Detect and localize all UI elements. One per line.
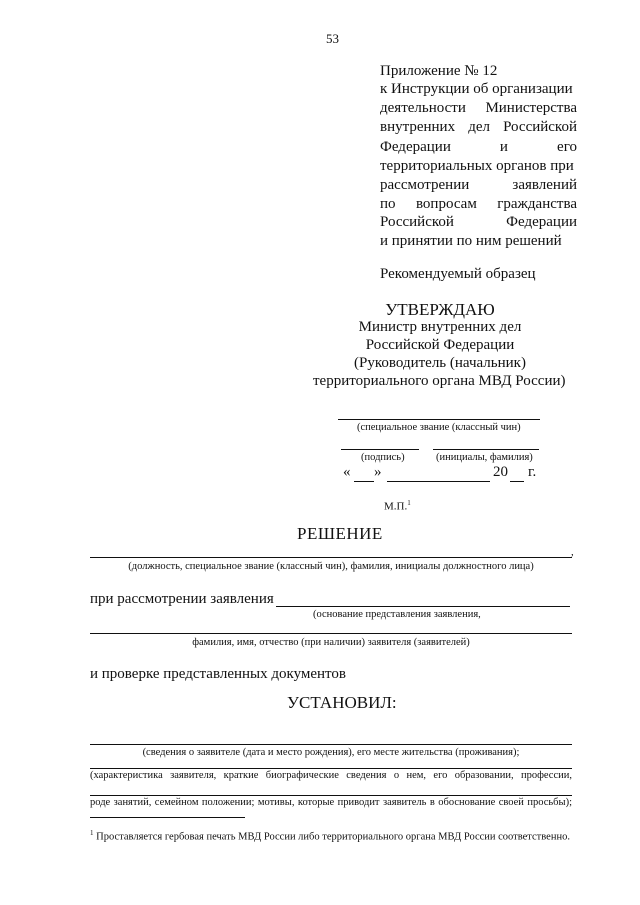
approve-line: территориального органа МВД России): [313, 373, 566, 389]
appendix-line: по вопросам гражданства: [380, 196, 577, 212]
characteristic-line-2: [90, 795, 572, 796]
appendix-line: и принятии по ним решений: [380, 233, 562, 249]
page-number: 53: [326, 31, 339, 46]
sample-label: Рекомендуемый образец: [380, 266, 536, 282]
date-year: 20: [493, 464, 508, 480]
footnote-mark: 1: [90, 829, 94, 837]
footnote-text: Проставляется гербовая печать МВД России либо территориального органа МВД России соответственно.: [96, 831, 570, 843]
appendix-line: к Инструкции об организации: [380, 81, 573, 97]
signature-line: [341, 449, 419, 450]
rank-caption: (специальное звание (классный чин): [357, 422, 521, 433]
seal-label: [384, 499, 411, 513]
decision-title: РЕШЕНИЕ: [297, 524, 383, 543]
basis-line: [276, 606, 570, 607]
approve-title: УТВЕРЖДАЮ: [385, 300, 495, 319]
approve-line: Министр внутренних дел: [358, 319, 522, 335]
official-caption: (должность, специальное звание (классный чин), фамилия, инициалы должностного лица): [128, 561, 534, 572]
appendix-line: Приложение № 12: [380, 63, 498, 79]
day-line: [354, 481, 374, 482]
footnote-separator: [90, 817, 245, 818]
characteristic-line-1: [90, 768, 572, 769]
info-caption: (сведения о заявителе (дата и место рождения), его месте жительства (проживания);: [142, 747, 520, 758]
approve-line: (Руководитель (начальник): [354, 355, 526, 371]
rank-signature-line: [338, 419, 540, 420]
basis-caption: (основание представления заявления,: [313, 609, 481, 620]
appendix-line: Федерации и его: [380, 139, 577, 155]
signature-caption: (подпись): [361, 452, 405, 463]
consideration-label: при рассмотрении заявления: [90, 591, 274, 607]
appendix-line: Российской Федерации: [380, 214, 577, 230]
established-title: УСТАНОВИЛ:: [287, 693, 397, 712]
date-close-quote: »: [374, 464, 382, 480]
info-line: [90, 744, 572, 745]
seal-text: М.П.: [384, 500, 408, 513]
approve-line: Российской Федерации: [365, 337, 515, 353]
initials-line: [433, 449, 539, 450]
year-line: [510, 481, 524, 482]
appendix-line: рассмотрении заявлений: [380, 177, 577, 193]
initials-caption: (инициалы, фамилия): [436, 452, 533, 463]
appendix-line: внутренних дел Российской: [380, 119, 577, 135]
official-line: [90, 557, 572, 558]
footnote: [90, 826, 575, 845]
seal-footnote-mark: 1: [407, 499, 411, 507]
appendix-line: территориальных органов при: [380, 158, 574, 174]
appendix-line: деятельности Министерства: [380, 100, 577, 116]
applicant-line: [90, 633, 572, 634]
characteristic-caption-2: роде занятий, семейном положении; мотивы, которые приводит заявитель в обоснование своей просьбы);: [90, 797, 572, 808]
applicant-caption: фамилия, имя, отчество (при наличии) заявителя (заявителей): [192, 637, 470, 648]
characteristic-caption-1: (характеристика заявителя, краткие биографические сведения о нем, его образовании, профессии,: [90, 770, 572, 781]
date-suffix: г.: [528, 464, 537, 480]
month-line: [387, 481, 490, 482]
date-open-quote: «: [343, 464, 351, 480]
documents-label: и проверке представленных документов: [90, 666, 346, 682]
official-line-comma: ,: [571, 546, 574, 558]
